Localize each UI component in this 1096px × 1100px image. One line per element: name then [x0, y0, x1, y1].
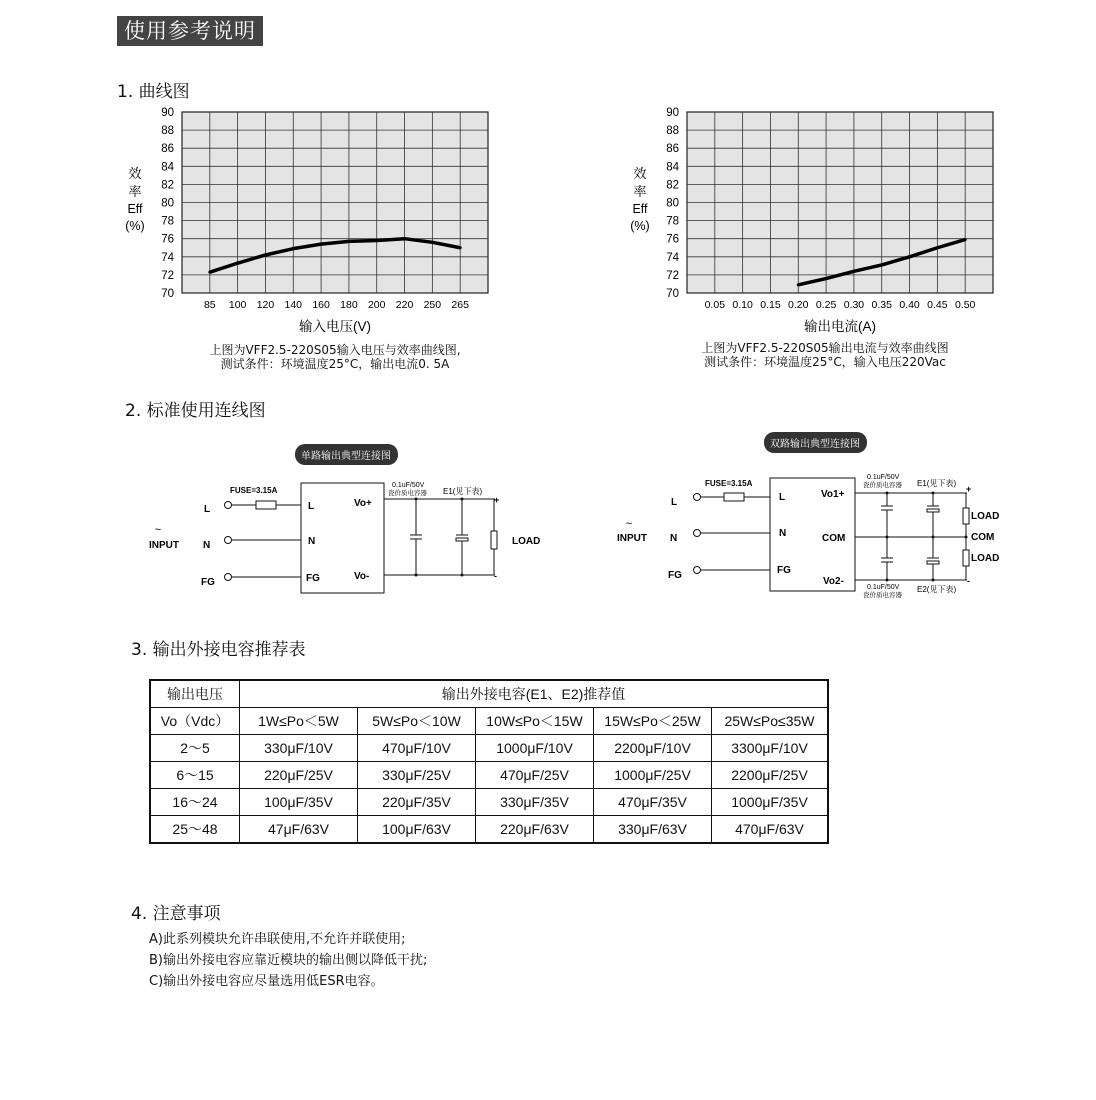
data-point	[320, 243, 323, 246]
dual-line-N: N	[670, 533, 678, 544]
dual-minus: -	[967, 576, 970, 586]
x-tick-label: 180	[340, 299, 358, 311]
section-curves-heading: 1. 曲线图	[117, 82, 190, 102]
page-title: 使用参考说明	[117, 16, 263, 46]
data-point	[264, 253, 267, 256]
table-row	[150, 762, 828, 789]
table-cell: 100μF/63V	[358, 816, 476, 844]
y-tick-label: 86	[161, 143, 174, 156]
table-cell: 47μF/63V	[240, 816, 358, 844]
single-cap-label-2: 瓷价质电容器	[388, 490, 427, 497]
y-tick-label: 88	[666, 125, 679, 138]
dual-pin-vo1-plus: Vo1+	[821, 489, 845, 500]
data-point	[431, 241, 434, 244]
table-row	[150, 789, 828, 816]
chart1-caption-line2: 测试条件：环境温度25°C，输出电流0. 5A	[220, 357, 450, 371]
x-tick-label: 200	[367, 299, 386, 311]
y-tick-label: 70	[161, 288, 174, 300]
y-tick-label: 78	[161, 215, 174, 228]
single-pin-vo-plus: Vo+	[354, 498, 372, 509]
y-tick-label: 74	[161, 251, 174, 264]
y-tick-label: 80	[161, 197, 174, 210]
dual-fuse	[724, 493, 744, 501]
y-axis-label: 率	[633, 184, 647, 199]
table-cell: 2200μF/10V	[594, 735, 712, 762]
y-tick-label: 90	[161, 107, 174, 119]
dual-cap-label-1-top: 0.1uF/50V	[867, 474, 900, 481]
table-subheader-row	[150, 708, 828, 735]
header-recommended-capacitance: 输出外接电容(E1、E2)推荐值	[240, 680, 829, 708]
y-tick-label: 76	[666, 233, 679, 246]
x-tick-label: 160	[312, 299, 330, 311]
single-fuse	[256, 501, 276, 509]
y-tick-label: 90	[666, 107, 679, 119]
dual-pin-N: N	[779, 528, 787, 539]
y-tick-label: 88	[161, 125, 174, 138]
single-load-label: LOAD	[512, 536, 541, 547]
dual-pin-FG: FG	[777, 565, 791, 576]
dual-cap-label-2-top: 瓷价质电容器	[863, 482, 902, 489]
table-cell: 1000μF/10V	[476, 735, 594, 762]
dual-pin-vo2-minus: Vo2-	[823, 576, 844, 587]
data-point	[964, 238, 967, 241]
y-axis-label: Eff	[632, 202, 648, 216]
table-cell: 470μF/25V	[476, 762, 594, 789]
table-cell: 330μF/63V	[594, 816, 712, 844]
single-input-tilde: ~	[154, 524, 162, 536]
data-point	[825, 277, 828, 280]
table-cell: 330μF/25V	[358, 762, 476, 789]
row-vo: 25～48	[150, 816, 240, 844]
y-tick-label: 78	[666, 215, 679, 228]
power-col-1: 1W≤Po＜5W	[240, 708, 358, 735]
table-cell: 470μF/10V	[358, 735, 476, 762]
y-tick-label: 84	[666, 161, 679, 174]
single-output-wiring-diagram	[140, 435, 560, 605]
x-tick-label: 0.30	[843, 299, 865, 311]
x-tick-label: 0.25	[815, 299, 837, 311]
table-cell: 220μF/63V	[476, 816, 594, 844]
single-pin-L: L	[308, 501, 315, 512]
chart2-caption-line2: 测试条件：环境温度25°C，输入电压220Vac	[704, 355, 946, 369]
single-pin-vo-minus: Vo-	[354, 571, 370, 582]
table-cell: 470μF/63V	[712, 816, 829, 844]
capacitor-recommendation-table	[149, 679, 829, 844]
table-cell: 330μF/10V	[240, 735, 358, 762]
section-notes-heading: 4. 注意事项	[131, 904, 221, 924]
single-e1-label: E1(见下表)	[443, 487, 483, 496]
chart-output-current-efficiency	[605, 100, 1025, 370]
row-vo: 16～24	[150, 789, 240, 816]
x-axis-label: 输出电流(A)	[804, 319, 876, 334]
note-item: A)此系列模块允许串联使用,不允许并联使用;	[149, 932, 406, 947]
power-col-4: 15W≤Po＜25W	[594, 708, 712, 735]
single-plus: +	[494, 495, 500, 505]
data-point	[797, 283, 800, 286]
table-cell: 2200μF/25V	[712, 762, 829, 789]
data-point	[403, 237, 406, 240]
y-tick-label: 74	[666, 251, 679, 264]
y-axis-label: (%)	[125, 219, 145, 233]
header-output-voltage: 输出电压	[150, 680, 240, 708]
table-cell: 1000μF/35V	[712, 789, 829, 816]
table-row	[150, 735, 828, 762]
dual-cap-label-2-bottom: 瓷价质电容器	[863, 592, 902, 599]
dual-cap-label-1-bottom: 0.1uF/50V	[867, 584, 900, 591]
x-tick-label: 250	[423, 299, 442, 311]
power-col-2: 5W≤Po＜10W	[358, 708, 476, 735]
dual-fuse-label: FUSE=3.15A	[705, 479, 753, 488]
table-cell: 1000μF/25V	[594, 762, 712, 789]
data-point	[908, 255, 911, 258]
data-point	[347, 240, 350, 243]
data-point	[936, 246, 939, 249]
y-tick-label: 76	[161, 233, 174, 246]
dual-load-label-bottom: LOAD	[971, 553, 1000, 564]
dual-badge: 双路输出典型连接图	[770, 439, 860, 450]
data-point	[852, 270, 855, 273]
x-axis-label: 输入电压(V)	[299, 319, 371, 334]
x-tick-label: 0.10	[732, 299, 753, 311]
y-axis-label: 效	[128, 166, 142, 181]
dual-load-resistor-top	[963, 508, 969, 524]
section-wiring-heading: 2. 标准使用连线图	[125, 401, 266, 421]
y-tick-label: 72	[666, 269, 679, 282]
chart-input-voltage-efficiency	[100, 100, 520, 370]
single-minus: -	[494, 571, 497, 581]
dual-output-wiring-diagram	[605, 430, 1025, 610]
x-tick-label: 0.40	[899, 299, 920, 311]
x-tick-label: 140	[284, 299, 303, 311]
y-tick-label: 82	[161, 179, 174, 192]
x-tick-label: 100	[228, 299, 247, 311]
dual-pin-com: COM	[822, 533, 846, 544]
data-point	[208, 271, 211, 274]
subheader-vo: Vo（Vdc）	[150, 708, 240, 735]
table-header-row	[150, 680, 828, 708]
data-point	[459, 246, 462, 249]
single-fuse-label: FUSE=3.15A	[230, 486, 278, 495]
dual-plus: +	[966, 484, 972, 494]
data-point	[292, 247, 295, 250]
single-line-L: L	[204, 504, 211, 515]
y-axis-label: (%)	[630, 219, 650, 233]
data-point	[880, 263, 883, 266]
dual-com-label: COM	[971, 532, 995, 543]
dual-input-label: INPUT	[617, 533, 647, 544]
y-axis-label: 率	[128, 184, 142, 199]
dual-load-label-top: LOAD	[971, 511, 1000, 522]
dual-input-tilde: ~	[625, 518, 633, 530]
power-col-5: 25W≤Po≤35W	[712, 708, 829, 735]
x-tick-label: 0.35	[871, 299, 892, 311]
table-cell: 3300μF/10V	[712, 735, 829, 762]
single-pin-N: N	[308, 536, 316, 547]
y-axis-label: Eff	[127, 202, 143, 216]
row-vo: 2～5	[150, 735, 240, 762]
chart1-caption-line1: 上图为VFF2.5-220S05输入电压与效率曲线图,	[209, 343, 461, 357]
dual-line-FG: FG	[668, 570, 682, 581]
single-load-resistor	[491, 531, 497, 549]
x-tick-label: 0.05	[704, 299, 726, 311]
power-col-3: 10W≤Po＜15W	[476, 708, 594, 735]
table-cell: 220μF/35V	[358, 789, 476, 816]
chart2-caption-line1: 上图为VFF2.5-220S05输出电流与效率曲线图	[701, 341, 949, 355]
data-point	[236, 262, 239, 265]
single-cap-label-1: 0.1uF/50V	[392, 482, 425, 489]
section-table-heading: 3. 输出外接电容推荐表	[131, 640, 306, 660]
table-cell: 220μF/25V	[240, 762, 358, 789]
notes-list	[149, 929, 427, 992]
table-row	[150, 816, 828, 844]
x-tick-label: 0.20	[788, 299, 809, 311]
x-tick-label: 265	[451, 299, 469, 311]
x-tick-label: 0.45	[927, 299, 948, 311]
y-tick-label: 82	[666, 179, 679, 192]
single-badge: 单路输出典型连接图	[301, 451, 391, 462]
dual-line-L: L	[671, 497, 678, 508]
y-tick-label: 84	[161, 161, 174, 174]
y-tick-label: 86	[666, 143, 679, 156]
dual-pin-L: L	[779, 492, 786, 503]
single-line-FG: FG	[201, 577, 215, 588]
dual-e2-label: E2(见下表)	[917, 585, 957, 594]
x-tick-label: 0.15	[760, 299, 781, 311]
dual-load-resistor-bottom	[963, 550, 969, 566]
x-tick-label: 85	[203, 299, 216, 311]
y-tick-label: 70	[666, 288, 679, 300]
y-tick-label: 72	[161, 269, 174, 282]
data-point	[375, 239, 378, 242]
dual-e1-label: E1(见下表)	[917, 479, 957, 488]
x-tick-label: 220	[395, 299, 414, 311]
row-vo: 6～15	[150, 762, 240, 789]
note-item: C)输出外接电容应尽量选用低ESR电容。	[149, 974, 384, 989]
note-item: B)输出外接电容应靠近模块的输出侧以降低干扰;	[149, 953, 428, 968]
y-tick-label: 80	[666, 197, 679, 210]
x-tick-label: 0.50	[954, 299, 976, 311]
table-cell: 330μF/35V	[476, 789, 594, 816]
table-cell: 100μF/35V	[240, 789, 358, 816]
single-line-N: N	[203, 540, 211, 551]
x-tick-label: 120	[256, 299, 275, 311]
table-cell: 470μF/35V	[594, 789, 712, 816]
single-pin-FG: FG	[306, 573, 320, 584]
y-axis-label: 效	[633, 166, 647, 181]
single-input-label: INPUT	[149, 540, 179, 551]
